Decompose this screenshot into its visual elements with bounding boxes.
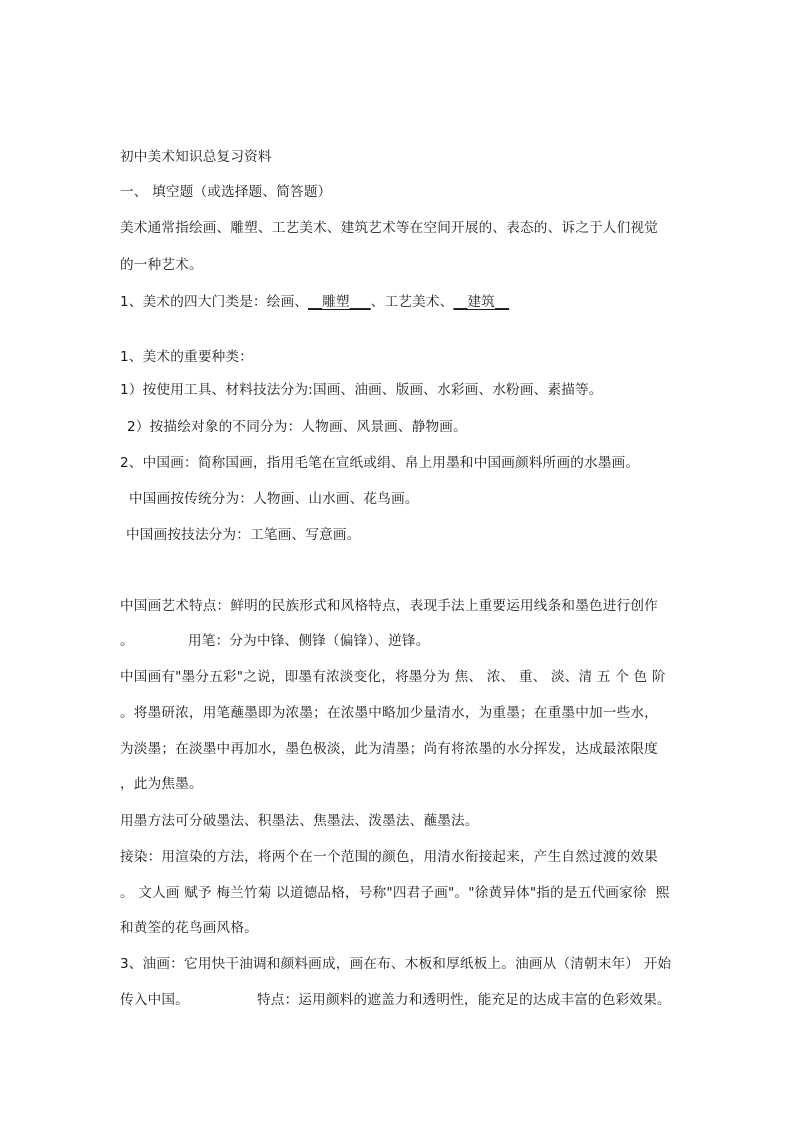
kinds-heading: 1、美术的重要种类： xyxy=(120,349,253,365)
features-line-2-punct: 。 xyxy=(120,633,134,649)
kinds-item-2: 2）按描绘对象的不同分为：人物画、风景画、静物画。 xyxy=(127,419,467,435)
dye-line-1: 接染：用渲染的方法，将两个在一个范围的颜色，用清水衔接起来，产生自然过渡的效果 xyxy=(120,849,658,865)
section-heading: 一、 填空题（或选择题、简答题） xyxy=(120,184,332,200)
kinds-item-1: 1）按使用工具、材料技法分为:国画、油画、版画、水彩画、水粉画、素描等。 xyxy=(120,382,603,398)
question-1-middle: 、工艺美术、 xyxy=(370,294,454,310)
dye-line-3: 和黄筌的花鸟画风格。 xyxy=(120,920,258,936)
ink-line-2: 。将墨研浓，用笔蘸墨即为浓墨；在浓墨中略加少量清水，为重墨；在重墨中加一些水， xyxy=(120,705,658,721)
question-1 xyxy=(120,293,509,311)
features-line-1: 中国画艺术特点：鲜明的民族形式和风格特点，表现手法上重要运用线条和墨色进行创作 xyxy=(120,598,658,614)
answer-blank-1: __雕塑___ xyxy=(308,294,371,310)
ink-line-1: 中国画有"墨分五彩"之说，即墨有浓淡变化，将墨分为 焦、 浓、 重、 淡、清 五 个 色 阶 xyxy=(120,669,666,685)
oil-painting-line-2-start: 传入中国。 xyxy=(120,992,189,1008)
intro-line-2: 的一种艺术。 xyxy=(120,257,203,273)
chinese-painting-definition: 2、中国画：简称国画，指用毛笔在宣纸或绢、帛上用墨和中国画颜料所画的水墨画。 xyxy=(120,455,640,471)
brush-techniques: 用笔：分为中锋、侧锋（偏锋）、逆锋。 xyxy=(188,633,430,649)
document-title: 初中美术知识总复习资料 xyxy=(120,149,272,165)
ink-line-3: 为淡墨；在淡墨中再加水，墨色极淡，此为清墨；尚有将浓墨的水分挥发，达成最浓限度 xyxy=(120,741,658,757)
oil-painting-line-1: 3、油画：它用快干油调和颜料画成，画在布、木板和厚纸板上。油画从（清朝末年） 开始 xyxy=(120,956,672,972)
dye-line-2: 。 文人画 赋予 梅兰竹菊 以道德品格，号称"四君子画"。"徐黄异体"指的是五代画家徐 熙 xyxy=(120,885,670,901)
intro-line-1: 美术通常指绘画、雕塑、工艺美术、建筑艺术等在空间开展的、表态的、诉之于人们视觉 xyxy=(120,220,658,236)
chinese-painting-by-tradition: 中国画按传统分为：人物画、山水画、花鸟画。 xyxy=(129,491,419,507)
oil-painting-features: 特点：运用颜料的遮盖力和透明性，能充足的达成丰富的色彩效果。 xyxy=(257,992,671,1008)
chinese-painting-by-technique: 中国画按技法分为：工笔画、写意画。 xyxy=(126,527,361,543)
question-1-prefix: 1、美术的四大门类是：绘画、 xyxy=(120,294,309,310)
ink-methods: 用墨方法可分破墨法、积墨法、焦墨法、泼墨法、蘸墨法。 xyxy=(120,813,479,829)
ink-line-4: ，此为焦墨。 xyxy=(120,776,203,792)
answer-blank-2: __建筑__ xyxy=(453,294,510,310)
